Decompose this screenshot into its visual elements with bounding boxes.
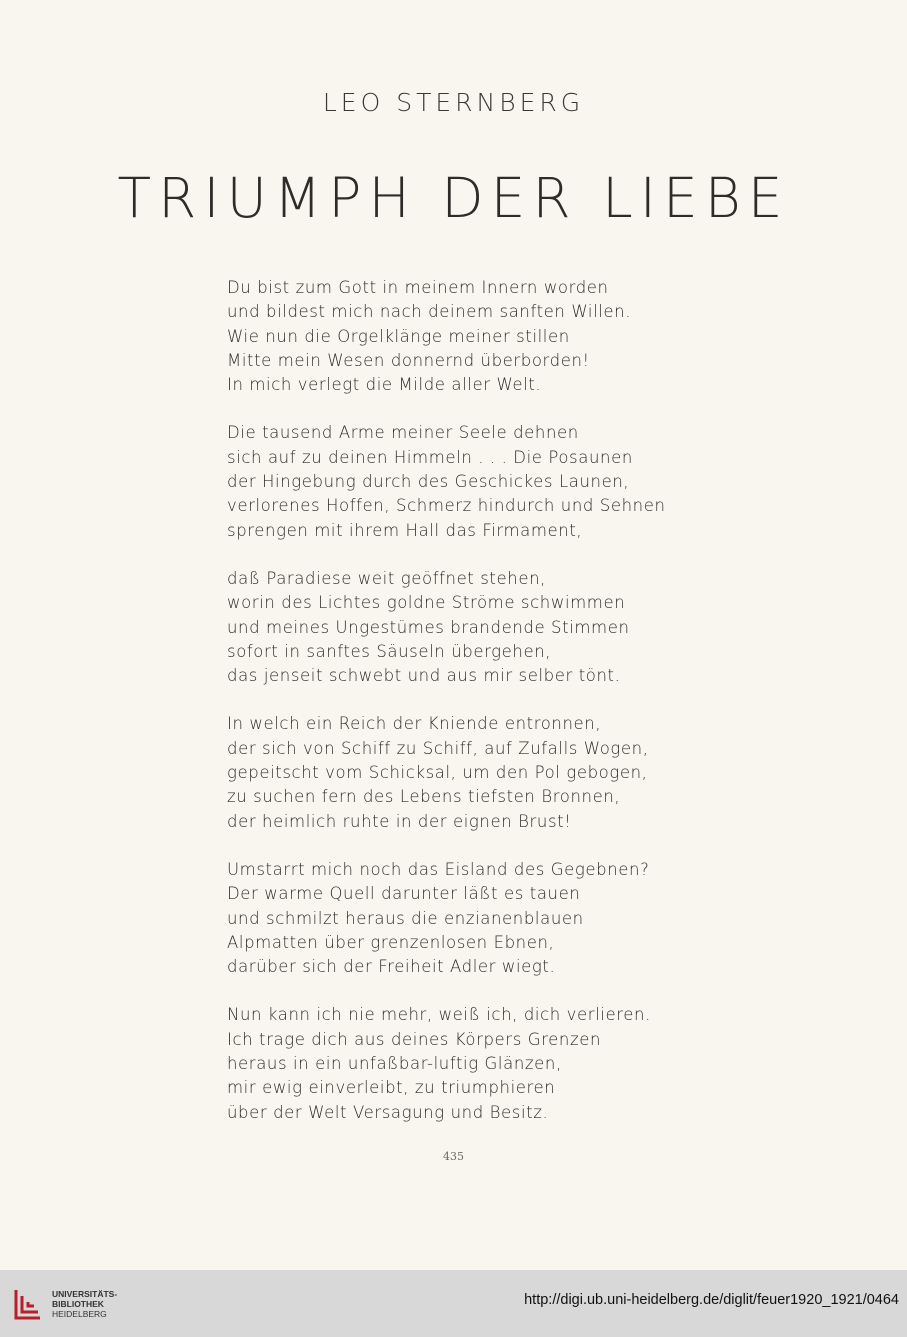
poem-line: und meines Ungestümes brandende Stimmen xyxy=(227,617,630,637)
library-logo-icon xyxy=(8,1284,48,1324)
poem-line: daß Paradiese weit geöffnet stehen, xyxy=(227,568,546,588)
poem-line: über der Welt Versagung und Besitz. xyxy=(227,1102,549,1122)
poem-line: und schmilzt heraus die enzianenblauen xyxy=(227,908,584,928)
poem-line: Nun kann ich nie mehr, weiß ich, dich verlieren. xyxy=(227,1005,651,1025)
poem-line: In mich verlegt die Milde aller Welt. xyxy=(227,375,542,395)
poem-line: der sich von Schiff zu Schiff, auf Zufalls Wogen, xyxy=(227,738,649,758)
poem-line: sich auf zu deinen Himmeln . . . Die Posaunen xyxy=(227,447,633,467)
poem-line: worin des Lichtes goldne Ströme schwimmen xyxy=(227,593,626,613)
library-name-line: HEIDELBERG xyxy=(52,1309,107,1319)
poem-line: und bildest mich nach deinem sanften Willen. xyxy=(227,302,632,322)
poem-line: Mitte mein Wesen donnernd überborden! xyxy=(227,350,590,370)
poem-title: TRIUMPH DER LIEBE xyxy=(117,166,790,230)
poem-line: Der warme Quell darunter läßt es tauen xyxy=(227,884,581,904)
author-name: LEO STERNBERG xyxy=(322,88,585,117)
stanza xyxy=(227,567,687,688)
poem-line: Du bist zum Gott in meinem Innern worden xyxy=(227,278,609,297)
stanza xyxy=(227,1003,687,1124)
poem-line: Ich trage dich aus deines Körpers Grenzen xyxy=(227,1029,602,1049)
stanza xyxy=(227,712,687,833)
library-name-line: UNIVERSITÄTS- xyxy=(52,1289,118,1299)
stanza xyxy=(227,421,687,542)
source-url[interactable]: http://digi.ub.uni-heidelberg.de/diglit/feuer1920_1921/0464 xyxy=(524,1292,899,1308)
poem-line: Die tausend Arme meiner Seele dehnen xyxy=(227,423,579,443)
poem-line: der heimlich ruhte in der eignen Brust! xyxy=(227,811,572,831)
poem-line: Alpmatten über grenzenlosen Ebnen, xyxy=(227,932,555,952)
stanza xyxy=(227,276,687,397)
poem-line: darüber sich der Freiheit Adler wiegt. xyxy=(227,957,556,977)
poem-line: sofort in sanftes Säuseln übergehen, xyxy=(227,641,552,661)
poem-line: der Hingebung durch des Geschickes Launen, xyxy=(227,472,630,492)
stanza xyxy=(227,858,687,979)
poem-body xyxy=(227,276,687,1149)
poem-line: verlorenes Hoffen, Schmerz hindurch und Sehnen xyxy=(227,496,666,516)
poem-line: Wie nun die Orgelklänge meiner stillen xyxy=(227,326,570,346)
poem-line: mir ewig einverleibt, zu triumphieren xyxy=(227,1078,556,1098)
poem-line: Umstarrt mich noch das Eisland des Gegebnen? xyxy=(227,859,650,879)
library-name xyxy=(52,1289,117,1319)
poem-line: zu suchen fern des Lebens tiefsten Bronnen, xyxy=(227,787,621,807)
viewer-footer xyxy=(0,1270,907,1337)
library-name-line: BIBLIOTHEK xyxy=(52,1299,104,1309)
poem-line: heraus in ein unfaßbar-luftig Glänzen, xyxy=(227,1054,562,1074)
poem-line: gepeitscht vom Schicksal, um den Pol gebogen, xyxy=(227,763,648,783)
page-number: 435 xyxy=(443,1150,464,1163)
poem-line: In welch ein Reich der Kniende entronnen, xyxy=(227,714,602,734)
poem-line: sprengen mit ihrem Hall das Firmament, xyxy=(227,520,583,540)
poem-line: das jenseit schwebt und aus mir selber tönt. xyxy=(227,666,621,686)
